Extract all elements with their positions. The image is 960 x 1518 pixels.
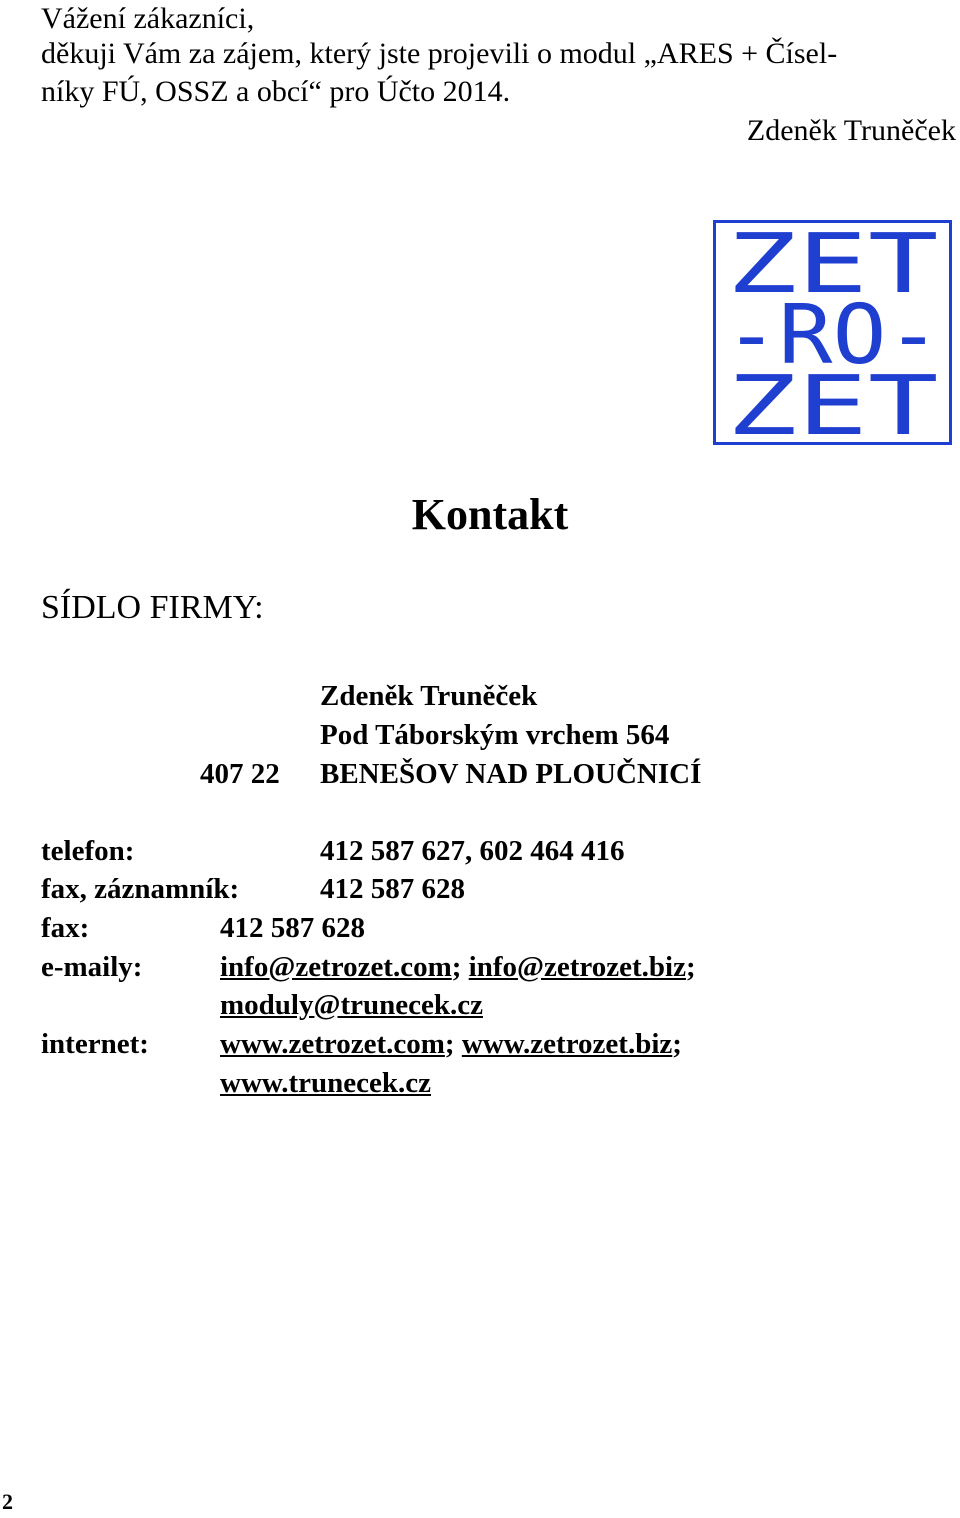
logo-row-3: ZET — [726, 359, 939, 445]
contact-heading: Kontakt — [411, 490, 569, 539]
address-name: Zdeněk Truněček — [320, 680, 538, 712]
address-street: Pod Táborským vrchem 564 — [320, 719, 670, 751]
logo-row-1: ZET — [726, 220, 939, 312]
email-separator-1: ; — [451, 951, 462, 983]
intro-line-2: níky FÚ, OSSZ a obcí“ pro Účto 2014. — [41, 75, 511, 108]
email-list-line-1 — [220, 948, 696, 986]
web-link-2[interactable]: www.zetrozet.biz — [461, 1028, 673, 1060]
web-label: internet: — [41, 1028, 149, 1060]
zet-ro-zet-logo-icon — [713, 220, 952, 445]
logo-row-2: -RO- — [724, 288, 941, 383]
greeting: Vážení zákazníci, — [41, 2, 255, 35]
email-separator-2: ; — [685, 951, 696, 983]
web-list-line-2 — [220, 1064, 431, 1102]
address-city: BENEŠOV NAD PLOUČNICÍ — [320, 758, 702, 790]
web-separator-1: ; — [444, 1028, 455, 1060]
fax-recorder-label: fax, záznamník: — [41, 873, 240, 905]
web-list-line-1 — [220, 1025, 682, 1063]
intro-line-1: děkuji Vám za zájem, který jste projevili o modul „ARES + Čísel- — [41, 37, 838, 70]
email-link-3[interactable]: moduly@trunecek.cz — [220, 989, 483, 1021]
web-link-1[interactable]: www.zetrozet.com — [220, 1028, 445, 1060]
hq-label: SÍDLO FIRMY: — [41, 589, 264, 626]
email-label: e-maily: — [41, 951, 143, 983]
phone-label: telefon: — [41, 835, 135, 867]
phone-value: 412 587 627, 602 464 416 — [320, 835, 625, 867]
web-separator-2: ; — [672, 1028, 682, 1060]
address-zip: 407 22 — [200, 758, 280, 790]
email-list-line-2 — [220, 986, 483, 1024]
fax-label: fax: — [41, 912, 90, 944]
page-number: 2 — [2, 1489, 13, 1514]
fax-recorder-value: 412 587 628 — [320, 873, 465, 905]
email-link-2[interactable]: info@zetrozet.biz — [468, 951, 686, 983]
signature: Zdeněk Truněček — [746, 114, 956, 147]
fax-value: 412 587 628 — [220, 912, 365, 944]
email-link-1[interactable]: info@zetrozet.com — [220, 951, 452, 983]
web-link-3[interactable]: www.trunecek.cz — [220, 1067, 432, 1099]
